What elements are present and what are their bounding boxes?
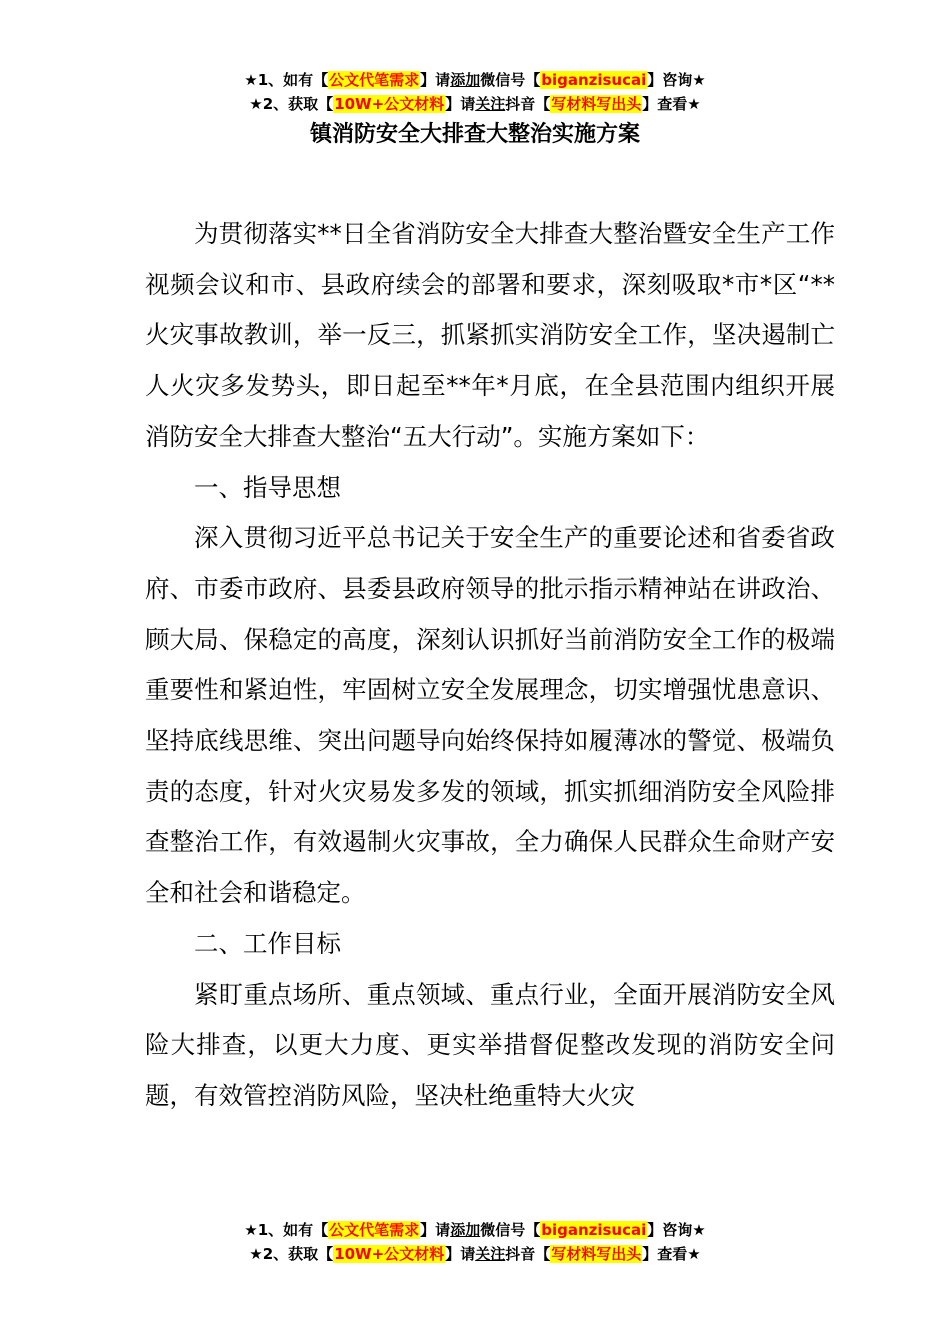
document-title: 镇消防安全大排查大整治实施方案 [309, 122, 640, 147]
guiding-ideology-paragraph: 深入贯彻习近平总书记关于安全生产的重要论述和省委省政府、市委市政府、县委县政府领导的批示指示精神站在讲政治、顾大局、保稳定的高度，深刻认识抓好当前消防安全工作的极端重要性和紧迫性，牢固树立安全发展理念，切实增强忧患意识、坚持底线思维、突出问题导向始终保持如履薄冰的警觉、极端负责的态度，针对火灾易发多发的领域，抓实抓细消防安全风险排查整治工作，有效遏制火灾事故，全力确保人民群众生命财产安全和社会和谐稳定。 [145, 523, 835, 908]
document-body [145, 209, 835, 1122]
intro-paragraph: 为贯彻落实**日全省消防安全大排查大整治暨安全生产工作视频会议和市、县政府续会的部署和要求，深刻吸取*市*区“**火灾事故教训，举一反三，抓紧抓实消防安全工作，坚决遏制亡人火灾多发势头，即日起至**年*月底，在全县范围内组织开展消防安全大排查大整治“五大行动”。实施方案如下： [145, 219, 835, 451]
banner-line-2: ★2、获取【10W+公文材料】请关注抖音【写材料写出头】查看★ [249, 95, 701, 113]
header-banner [0, 68, 950, 116]
highlight-douyin: 写材料写出头 [551, 1245, 642, 1263]
highlight-materials: 10W+公文材料 [334, 1245, 445, 1263]
section-heading-work-goals: 二、工作目标 [194, 928, 341, 958]
highlight-service: 公文代笔需求 [329, 71, 420, 89]
highlight-wechat-id: biganzisucai [541, 1221, 647, 1239]
footer-line-2: ★2、获取【10W+公文材料】请关注抖音【写材料写出头】查看★ [249, 1245, 701, 1263]
highlight-wechat-id: biganzisucai [541, 71, 647, 89]
highlight-service: 公文代笔需求 [329, 1221, 420, 1239]
work-goals-paragraph: 紧盯重点场所、重点领域、重点行业，全面开展消防安全风险大排查，以更大力度、更实举措督促整改发现的消防安全问题，有效管控消防风险，坚决杜绝重特大火灾 [145, 979, 835, 1110]
highlight-douyin: 写材料写出头 [551, 95, 642, 113]
highlight-materials: 10W+公文材料 [334, 95, 445, 113]
footer-line-1: ★1、如有【公文代笔需求】请添加微信号【biganzisucai】咨询★ [244, 1221, 706, 1239]
section-heading-guiding-ideology: 一、指导思想 [194, 472, 341, 502]
banner-line-1: ★1、如有【公文代笔需求】请添加微信号【biganzisucai】咨询★ [244, 71, 706, 89]
footer-banner [0, 1218, 950, 1266]
